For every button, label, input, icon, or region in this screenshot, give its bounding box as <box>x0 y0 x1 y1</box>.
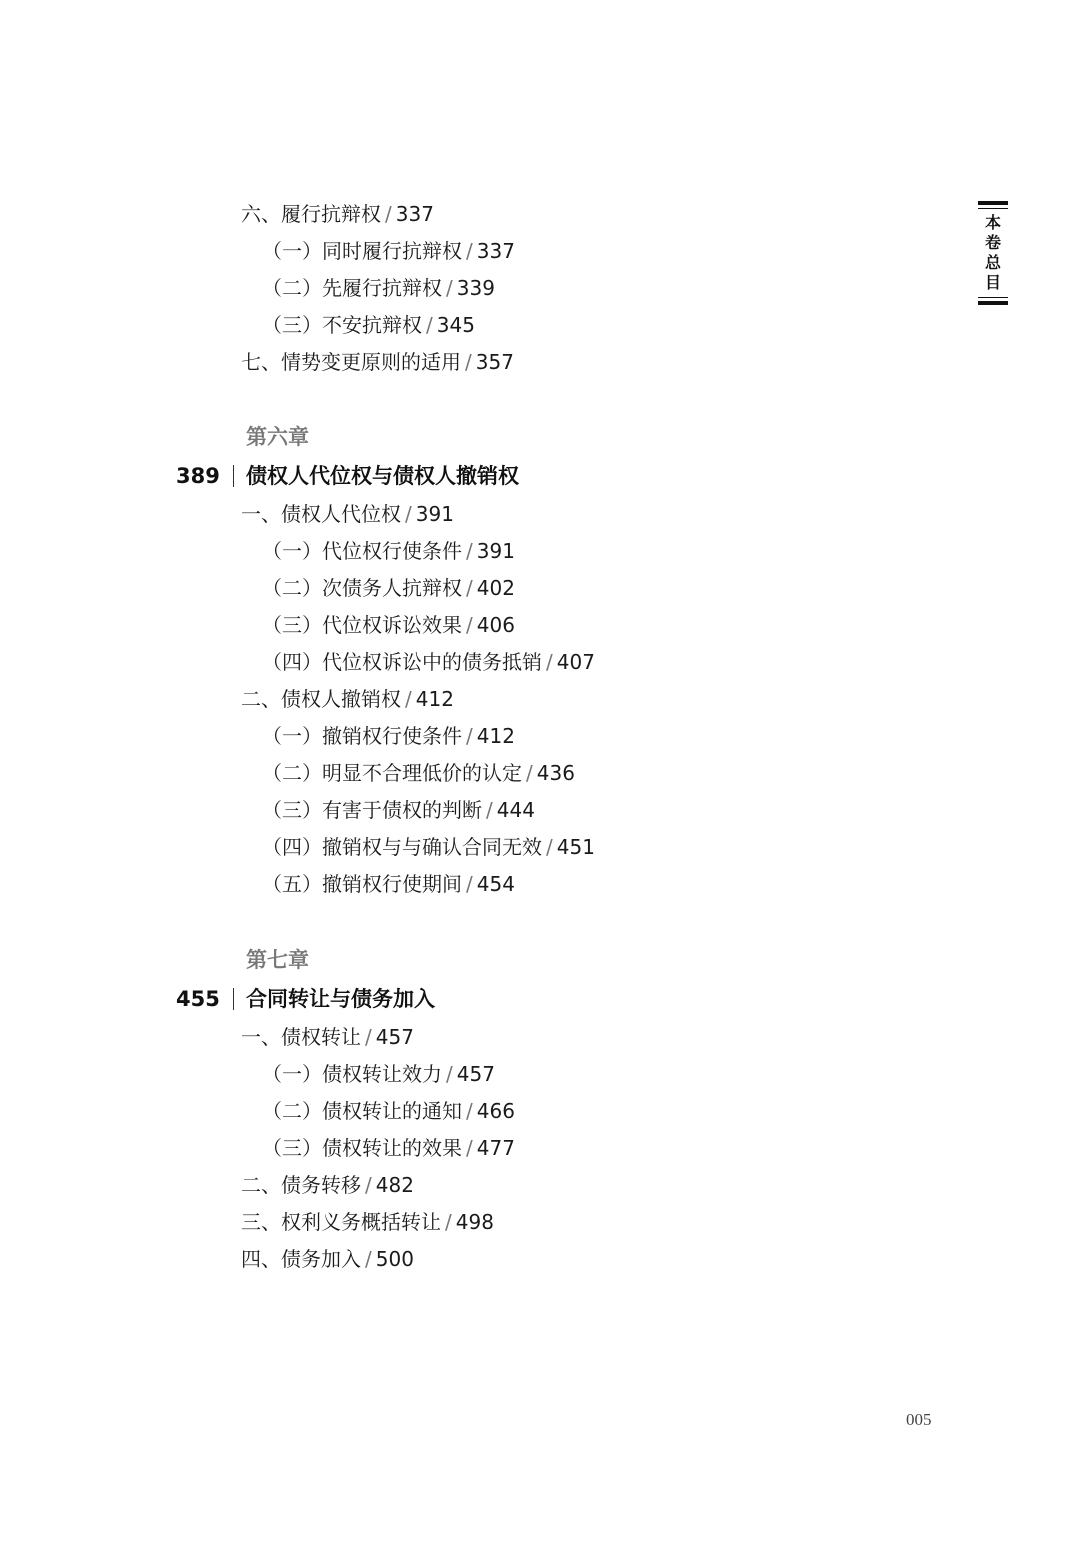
tab-rule-top-thin <box>978 208 1008 209</box>
toc-entry: 一、债权人代位权 / 391 <box>241 502 454 526</box>
toc-entry: （一）债权转让效力 / 457 <box>262 1062 495 1086</box>
toc-entry: （一）撤销权行使条件 / 412 <box>262 724 515 748</box>
toc-entry: （二）次债务人抗辩权 / 402 <box>262 576 515 600</box>
chapter-page-number: 455 <box>176 987 220 1011</box>
toc-entry: （四）代位权诉讼中的债务抵销 / 407 <box>262 650 595 674</box>
toc-entry: （四）撤销权与与确认合同无效 / 451 <box>262 835 595 859</box>
toc-entry: 二、债务转移 / 482 <box>241 1173 414 1197</box>
toc-entry: （三）债权转让的效果 / 477 <box>262 1136 515 1160</box>
side-tab-label: 本 卷 总 目 <box>984 213 1001 292</box>
tab-rule-bottom-thin <box>978 297 1008 298</box>
chapter-title: 债权人代位权与债权人撤销权 <box>246 464 519 488</box>
page-number: 005 <box>906 1410 932 1429</box>
toc-entry: （二）先履行抗辩权 / 339 <box>262 276 495 300</box>
chapter-divider <box>233 988 234 1010</box>
toc-entry: （五）撤销权行使期间 / 454 <box>262 872 515 896</box>
toc-entry: 六、履行抗辩权 / 337 <box>241 202 434 226</box>
chapter-label: 第七章 <box>246 948 309 972</box>
toc-entry: （三）不安抗辩权 / 345 <box>262 313 475 337</box>
toc-entry: 二、债权人撤销权 / 412 <box>241 687 454 711</box>
section-side-tab <box>978 201 1008 305</box>
chapter-page-number: 389 <box>176 464 220 488</box>
toc-entry: （一）代位权行使条件 / 391 <box>262 539 515 563</box>
tab-rule-bottom <box>978 301 1008 305</box>
chapter-label: 第六章 <box>246 425 309 449</box>
toc-entry: （二）债权转让的通知 / 466 <box>262 1099 515 1123</box>
toc-entry: 七、情势变更原则的适用 / 357 <box>241 350 514 374</box>
chapter-title: 合同转让与债务加入 <box>246 987 435 1011</box>
chapter-divider <box>233 465 234 487</box>
toc-entry: （二）明显不合理低价的认定 / 436 <box>262 761 575 785</box>
toc-entry: （一）同时履行抗辩权 / 337 <box>262 239 515 263</box>
toc-entry: 三、权利义务概括转让 / 498 <box>241 1210 494 1234</box>
toc-entry: 一、债权转让 / 457 <box>241 1025 414 1049</box>
toc-entry: （三）有害于债权的判断 / 444 <box>262 798 535 822</box>
tab-rule-top <box>978 201 1008 205</box>
toc-entry: （三）代位权诉讼效果 / 406 <box>262 613 515 637</box>
toc-entry: 四、债务加入 / 500 <box>241 1247 414 1271</box>
